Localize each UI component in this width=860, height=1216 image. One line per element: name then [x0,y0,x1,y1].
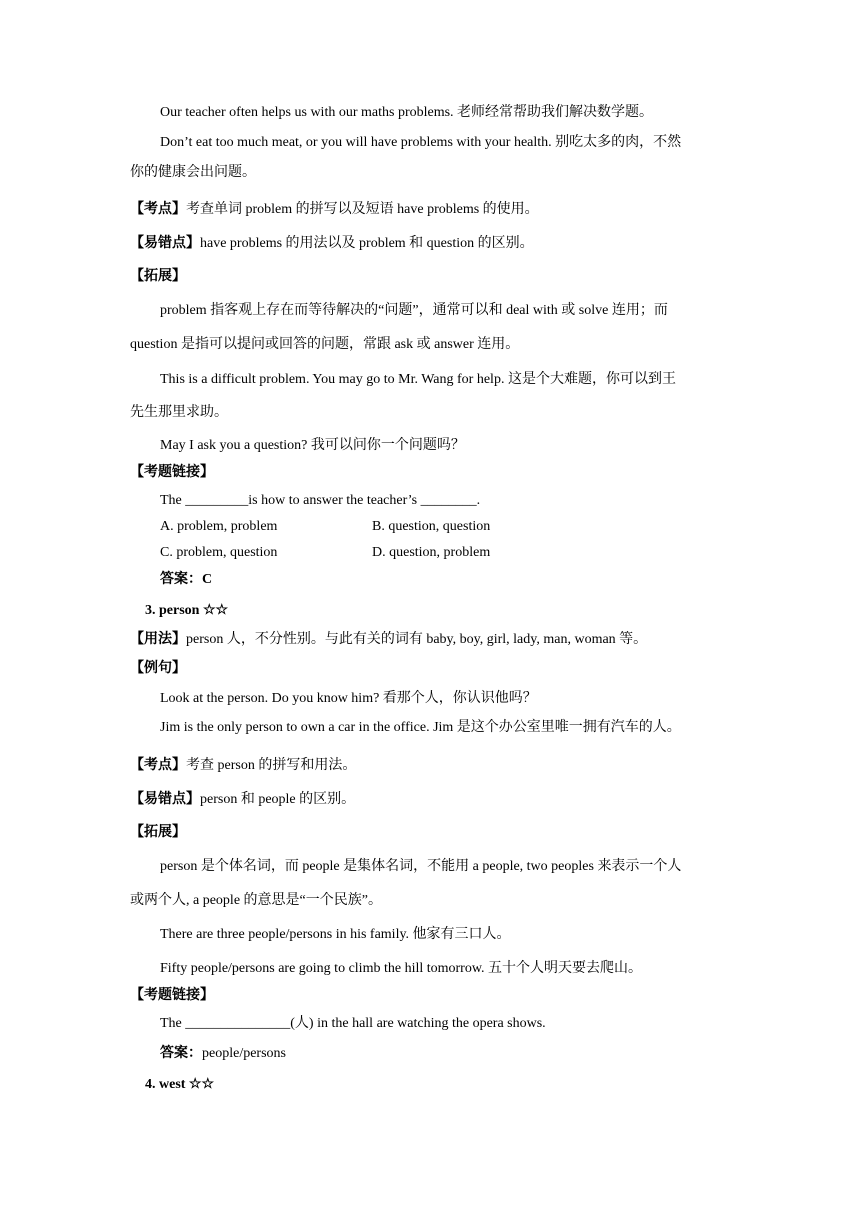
error-point-row [130,234,534,254]
answer-text: people/persons [202,1046,286,1061]
extension-paragraph: person 是个体名词，而 people 是集体名词，不能用 a people, two peoples 来表示一个人 [160,859,682,874]
example-sentence-continued: 你的健康会出问题。 [130,165,256,180]
exam-point-text: 考查 person 的拼写和用法。 [186,758,357,773]
error-point-text: have problems 的用法以及 problem 和 question 的区别。 [200,236,534,251]
example-sentence: There are three people/persons in his family. 他家有三口人。 [160,927,511,942]
extension-paragraph-continued: question 是指可以提问或回答的问题，常跟 ask 或 answer 连用。 [130,337,520,352]
extension-paragraph-continued: 或两个人, a people 的意思是“一个民族”。 [130,893,382,908]
examples-heading: 【例句】 [130,661,186,676]
question-stem: The _________is how to answer the teacher’s ________. [160,493,481,508]
example-sentence: Don’t eat too much meat, or you will have problems with your health. 别吃太多的肉，不然 [160,135,682,150]
exam-point-row [130,200,539,220]
example-sentence: Our teacher often helps us with our maths problems. 老师经常帮助我们解决数学题。 [160,105,654,120]
question-stem: The _______________(人) in the hall are watching the opera shows. [160,1016,546,1031]
example-sentence-continued: 先生那里求助。 [130,405,228,420]
section-heading-3: 3. person ☆☆ [145,603,229,618]
answer [160,1044,286,1064]
error-point-label: 【易错点】 [130,236,200,251]
option-b: B. question, question [372,519,491,534]
extension-paragraph: problem 指客观上存在而等待解决的“问题”，通常可以和 deal with 或 solve 连用；而 [160,303,668,318]
answer: 答案：C [160,572,213,587]
error-point-label: 【易错点】 [130,792,200,807]
exam-point-label: 【考点】 [130,758,186,773]
exam-point-row [130,756,356,776]
example-sentence: Look at the person. Do you know him? 看那个人，你认识他吗？ [160,691,537,706]
exam-link-heading: 【考题链接】 [130,988,214,1003]
answer-label: 答案： [160,1046,202,1061]
error-point-row [130,790,355,810]
usage-text: person 人，不分性别。与此有关的词有 baby, boy, girl, lady, man, woman 等。 [186,632,648,647]
exam-link-heading: 【考题链接】 [130,465,214,480]
example-sentence: This is a difficult problem. You may go to Mr. Wang for help. 这是个大难题，你可以到王 [160,372,676,387]
option-a: A. problem, problem [160,519,278,534]
example-sentence: May I ask you a question? 我可以问你一个问题吗？ [160,438,465,453]
example-sentence: Fifty people/persons are going to climb the hill tomorrow. 五十个人明天要去爬山。 [160,961,643,976]
option-d: D. question, problem [372,545,491,560]
extension-heading: 【拓展】 [130,825,186,840]
example-sentence: Jim is the only person to own a car in the office. Jim 是这个办公室里唯一拥有汽车的人。 [160,720,681,735]
usage-row [130,630,647,650]
extension-heading: 【拓展】 [130,269,186,284]
option-c: C. problem, question [160,545,278,560]
exam-point-label: 【考点】 [130,202,186,217]
usage-label: 【用法】 [130,632,186,647]
error-point-text: person 和 people 的区别。 [200,792,356,807]
exam-point-text: 考查单词 problem 的拼写以及短语 have problems 的使用。 [186,202,539,217]
section-heading-4: 4. west ☆☆ [145,1077,215,1092]
